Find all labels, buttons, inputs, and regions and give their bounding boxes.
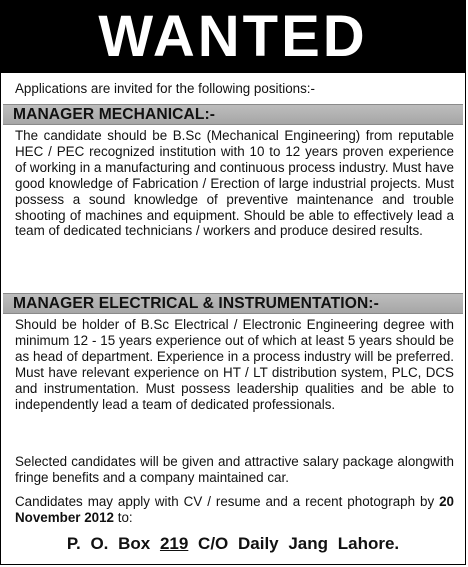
address-suffix: C/O Daily Jang Lahore. [188, 534, 400, 553]
apply-text-after: to: [114, 509, 133, 525]
section-title-mechanical: MANAGER MECHANICAL:- [13, 105, 216, 123]
selected-candidates-text: Selected candidates will be given and attractive salary package alongwith fringe benefits and a company maintained car. [15, 454, 454, 485]
apply-text-before: Candidates may apply with CV / resume and a recent photograph by [15, 494, 440, 509]
apply-instructions [15, 494, 454, 526]
section-header-mechanical [3, 104, 463, 125]
address-prefix: P. O. Box [66, 534, 160, 553]
electrical-description: Should be holder of B.Sc Electrical / Electronic Engineering degree with minimum 12 - 15 years experience out of which at least 5 years should be as head of department. Experience in a process industry will be preferred. Must have relevant experience on HT / LT distribution system, PLC, DCS and instrumentation. Must possess leadership qualities and be able to independently lead a team of dedicated professionals. [15, 317, 454, 412]
po-box-number: 219 [159, 534, 189, 553]
section-title-electrical: MANAGER ELECTRICAL & INSTRUMENTATION:- [13, 294, 379, 312]
intro-text: Applications are invited for the following positions:- [15, 81, 315, 96]
mechanical-description: The candidate should be B.Sc (Mechanical Engineering) from reputable HEC / PEC recognized institution with 10 to 12 years proven experience of working in a manufacturing and continuous process industry. Must have good knowledge of Fabrication / Erection of large industrial projects. Must possess a sound knowledge of preventive maintenance and trouble shooting of machines and equipment. Should be able to effectively lead a team of dedicated technicians / workers and produce desired results. [15, 128, 454, 239]
postal-address [1, 534, 465, 554]
banner-title: WANTED [98, 4, 368, 69]
wanted-banner [1, 1, 465, 73]
section-header-electrical [3, 293, 463, 314]
deadline-date: 20 November 2012 [15, 494, 454, 525]
